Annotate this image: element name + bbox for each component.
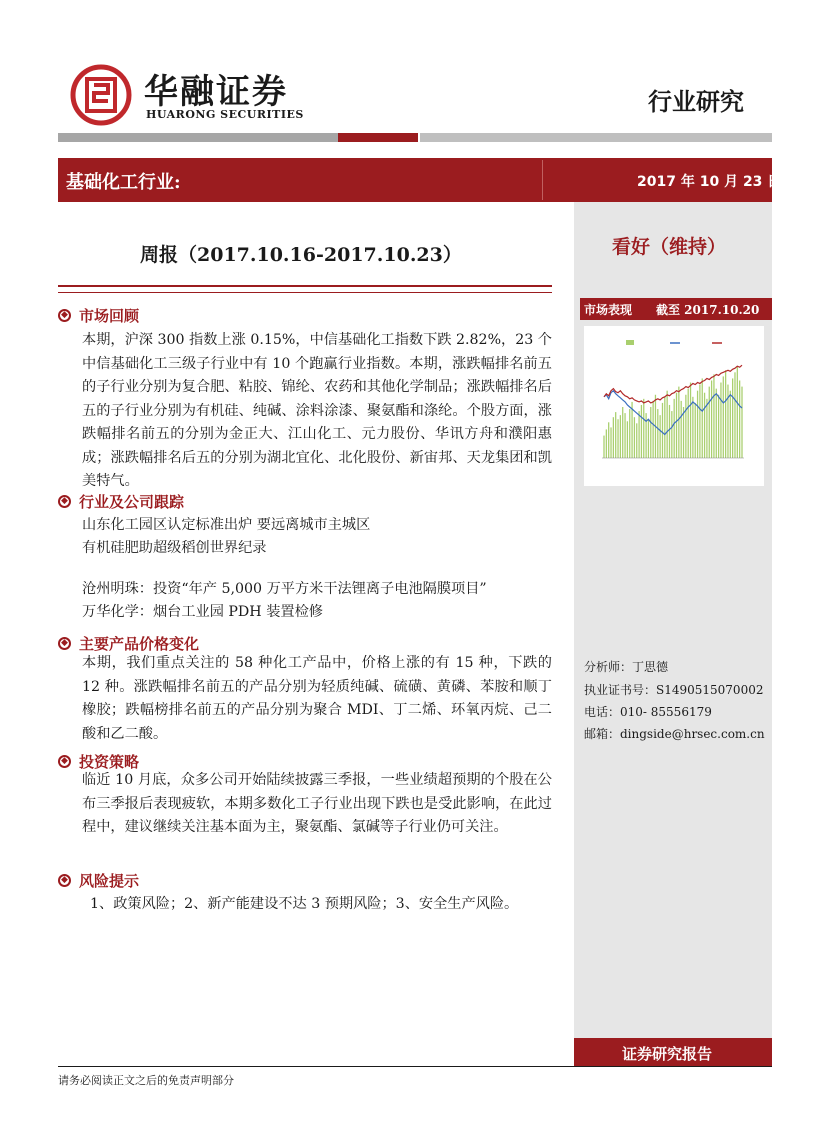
chart-bar: [615, 412, 616, 458]
chart-bar: [716, 389, 717, 458]
section-title: 行业及公司跟踪: [79, 493, 185, 511]
section-bullet-icon: ◆: [58, 637, 71, 650]
chart-bar: [608, 422, 609, 458]
chart-bar: [610, 427, 611, 458]
chart-bar: [648, 419, 649, 458]
industry-title: 基础化工行业:: [66, 172, 181, 193]
chart-bar: [631, 402, 632, 458]
chart-bar: [699, 385, 700, 458]
chart-bar: [692, 397, 693, 458]
chart-bar: [624, 413, 625, 458]
chart-bar: [634, 417, 635, 458]
chart-bar: [681, 401, 682, 458]
header-bar-accent: [338, 133, 418, 142]
analyst-license: 执业证书号：S1490515070002: [584, 683, 764, 697]
section-bullet-icon: ◆: [58, 874, 71, 887]
chart-bar: [702, 378, 703, 458]
section-title: 市场回顾: [79, 307, 140, 325]
market-chart: [584, 326, 764, 486]
brand-name-cn: 华融证券: [144, 72, 288, 112]
chart-bar: [720, 383, 721, 458]
footer-rule: [58, 1066, 772, 1067]
chart-bar: [620, 415, 621, 458]
chart-bar: [718, 395, 719, 458]
huarong-logo-icon: [70, 64, 132, 126]
section-heading-market-review: [58, 305, 139, 326]
chart-bar: [737, 366, 738, 458]
news-item: 山东化工园区认定标准出炉 要远离城市主城区: [82, 517, 371, 533]
paragraph: 本期，沪深 300 指数上涨 0.15%，中信基础化工指数下跌 2.82%，23 个中信基础化工三级子行业中有 10 个跑赢行业指数。本期，涨跌幅排名前五的子行业分别为复合肥、粘胶、锦纶、农药和其他化学制品；涨跌幅排名后五的子行业分别为有机硅、纯碱、涂料涂漆、聚氨酯和涤纶。个股方面，涨跌幅排名前五的分别为金正大、江山化工、元力股份、华讯方舟和濮阳惠成；涨跌幅排名后五的分别为湖北宜化、北化股份、新宙邦、天龙集团和凯美特气。: [82, 332, 552, 489]
chart-bar: [709, 387, 710, 458]
chart-bar: [704, 393, 705, 458]
chart-bars: [603, 366, 742, 458]
chart-bar: [636, 423, 637, 458]
risk-list: 1、政策风险；2、新产能建设不达 3 预期风险；3、安全生产风险。: [90, 896, 519, 912]
section-body-price-changes: [82, 652, 552, 746]
chart-bar: [613, 417, 614, 458]
chart-bar: [697, 391, 698, 458]
chart-bar: [638, 411, 639, 458]
header-bar-right: [420, 133, 772, 142]
analyst-name: 分析师：丁思德: [584, 660, 669, 674]
header-bar-left: [58, 133, 338, 142]
chart-bar: [713, 374, 714, 458]
chart-bar: [730, 391, 731, 458]
title-band-divider: [542, 160, 573, 200]
chart-bar: [667, 391, 668, 458]
company-item: 沧州明珠：投资“年产 5,000 万平方米干法锂离子电池隔膜项目”: [82, 581, 487, 597]
chart-bar: [664, 397, 665, 458]
chart-bar: [603, 436, 604, 458]
market-performance-label: 市场表现: [584, 303, 633, 317]
report-category-label: 证券研究报告: [622, 1045, 713, 1063]
market-performance-date: 截至 2017.10.20: [656, 303, 760, 317]
paragraph: 临近 10 月底，众多公司开始陆续披露三季报，一些业绩超预期的个股在公布三季报后表现疲软，本期多数化工子行业出现下跌也是受此影响，在此过程中，建议继续关注基本面为主，聚氨酯、氯碱等子行业仍可关注。: [82, 772, 552, 835]
brand-name-en: HUARONG SECURITIES: [146, 108, 304, 121]
chart-bar: [741, 387, 742, 458]
chart-bar: [627, 421, 628, 458]
chart-bar: [641, 405, 642, 458]
section-heading-tracking: [58, 491, 184, 512]
chart-bar: [732, 378, 733, 458]
news-item: 有机硅肥助超级稻创世界纪录: [82, 540, 267, 556]
chart-bar: [629, 409, 630, 458]
rating-label: 看好（维持）: [612, 236, 727, 258]
chart-bar: [622, 407, 623, 458]
section-title: 主要产品价格变化: [79, 635, 200, 653]
chart-bar: [711, 380, 712, 458]
report-type: 行业研究: [648, 87, 744, 116]
company-item: 万华化学：烟台工业园 PDH 装置检修: [82, 604, 323, 620]
chart-bar: [688, 389, 689, 458]
section-bullet-icon: ◆: [58, 309, 71, 322]
chart-bar: [727, 385, 728, 458]
analyst-phone: 电话：010- 85556179: [584, 705, 712, 719]
report-date: 2017 年 10 月 23 日: [637, 174, 782, 190]
chart-bar: [669, 405, 670, 458]
section-title: 风险提示: [79, 872, 140, 890]
chart-bar: [643, 399, 644, 458]
section-heading-price-changes: [58, 633, 199, 654]
legend-swatch-bars: [626, 340, 634, 345]
section-body-strategy: [82, 769, 552, 840]
chart-bar: [678, 387, 679, 458]
chart-bar: [660, 415, 661, 458]
section-body-market-review: [82, 329, 552, 494]
section-title: 投资策略: [79, 753, 140, 771]
chart-bar: [723, 376, 724, 458]
chart-bar: [734, 372, 735, 458]
chart-bar: [706, 399, 707, 458]
chart-bar: [617, 419, 618, 458]
chart-legend: [626, 340, 722, 345]
disclaimer: 请务必阅读正文之后的免责声明部分: [58, 1074, 234, 1087]
chart-bar: [690, 383, 691, 458]
chart-bar: [606, 429, 607, 458]
market-chart-svg: [584, 326, 764, 486]
chart-bar: [657, 409, 658, 458]
paragraph: 本期，我们重点关注的 58 种化工产品中，价格上涨的有 15 种，下跌的 12 种。涨跌幅排名前五的产品分别为轻质纯碱、硫磺、黄磷、苯胺和顺丁橡胶；跌幅榜排名前五的产品分别为聚合 MDI、丁二烯、环氧丙烷、己二酸和乙二酸。: [82, 655, 552, 742]
chart-bar: [725, 370, 726, 458]
chart-bar: [671, 411, 672, 458]
section-bullet-icon: ◆: [58, 495, 71, 508]
chart-bar: [650, 407, 651, 458]
chart-bar: [662, 403, 663, 458]
chart-bar: [685, 395, 686, 458]
analyst-email: 邮箱：dingside@hrsec.com.cn: [584, 727, 765, 741]
title-divider: [58, 285, 552, 293]
section-heading-risks: [58, 870, 139, 891]
section-bullet-icon: ◆: [58, 755, 71, 768]
chart-bar: [739, 380, 740, 458]
weekly-report-title: 周报（2017.10.16-2017.10.23）: [140, 244, 462, 266]
chart-bar: [652, 401, 653, 458]
chart-bar: [645, 413, 646, 458]
chart-bar: [676, 393, 677, 458]
chart-bar: [674, 399, 675, 458]
chart-bar: [695, 403, 696, 458]
